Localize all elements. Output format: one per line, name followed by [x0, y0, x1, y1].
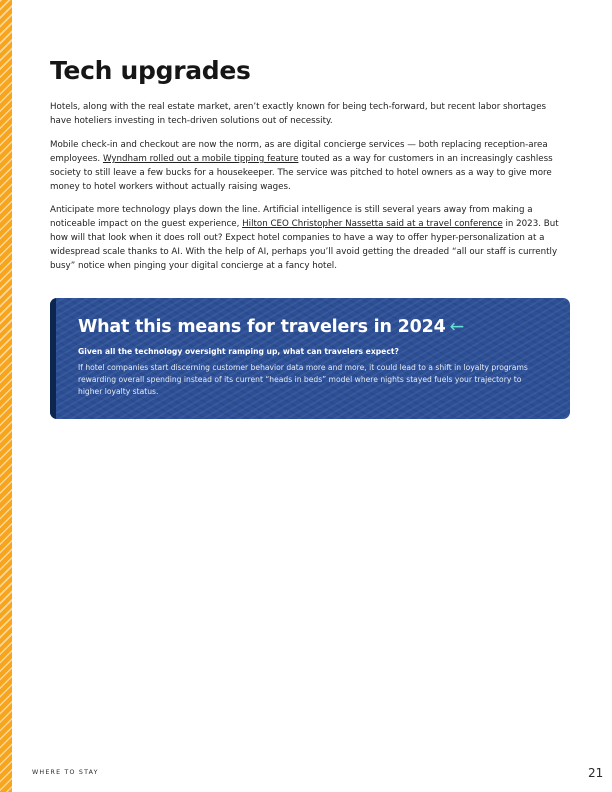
- paragraph-text: in 2023. But how will that look when it does roll out? Expect hotel companies to have a way to offer hyper-personalization at a widespread scale thanks to AI. With the help of AI, perhaps you’ll avoid getting the dreaded “all our staff is currently busy” notice when pinging your digital concierge at a fancy hotel.: [50, 219, 559, 271]
- paragraph-mobile-checkin: [50, 138, 562, 194]
- wyndham-tipping-link[interactable]: Wyndham rolled out a mobile tipping feature: [102, 154, 299, 164]
- page-number: 21: [588, 766, 604, 780]
- arrow-left-icon: ←: [449, 317, 465, 337]
- callout-heading: [78, 317, 464, 337]
- travelers-callout-box: [50, 298, 570, 419]
- callout-body: If hotel companies start discerning customer behavior data more and more, it could lead to a shift in loyalty programs rewarding overall spending instead of its current “heads in beds” model where nights stayed fuels your trajectory to higher loyalty status.: [78, 363, 528, 396]
- callout-heading-text: What this means for travelers in 2024: [78, 317, 446, 337]
- footer-section-label: WHERE TO STAY: [32, 769, 99, 776]
- page-title: Tech upgrades: [50, 56, 251, 85]
- hilton-ceo-link[interactable]: Hilton CEO Christopher Nassetta said at a travel conference: [242, 219, 503, 229]
- paragraph-text: Anticipate more technology plays down the line. Artificial intelligence is still several years away from making a noticeable impact on the guest experience,: [50, 205, 533, 229]
- paragraph-ai: [50, 203, 562, 273]
- paragraph-intro: Hotels, along with the real estate market, aren’t exactly known for being tech-forward, but recent labor shortages have hoteliers investing in tech-driven solutions out of necessity.: [50, 102, 547, 126]
- paragraph-text: touted as a way for customers in an increasingly cashless society to still leave a few bucks for a housekeeper. The service was pitched to hotel owners as a way to give more money to hotel workers without actually raising wages.: [50, 154, 553, 192]
- callout-subheading: Given all the technology oversight ramping up, what can travelers expect?: [78, 347, 399, 356]
- decorative-side-stripe: [0, 0, 12, 792]
- callout-accent-bar: [50, 298, 56, 419]
- paragraph-text: Mobile check-in and checkout are now the norm, as are digital concierge services — both replacing reception-area employees.: [50, 140, 548, 164]
